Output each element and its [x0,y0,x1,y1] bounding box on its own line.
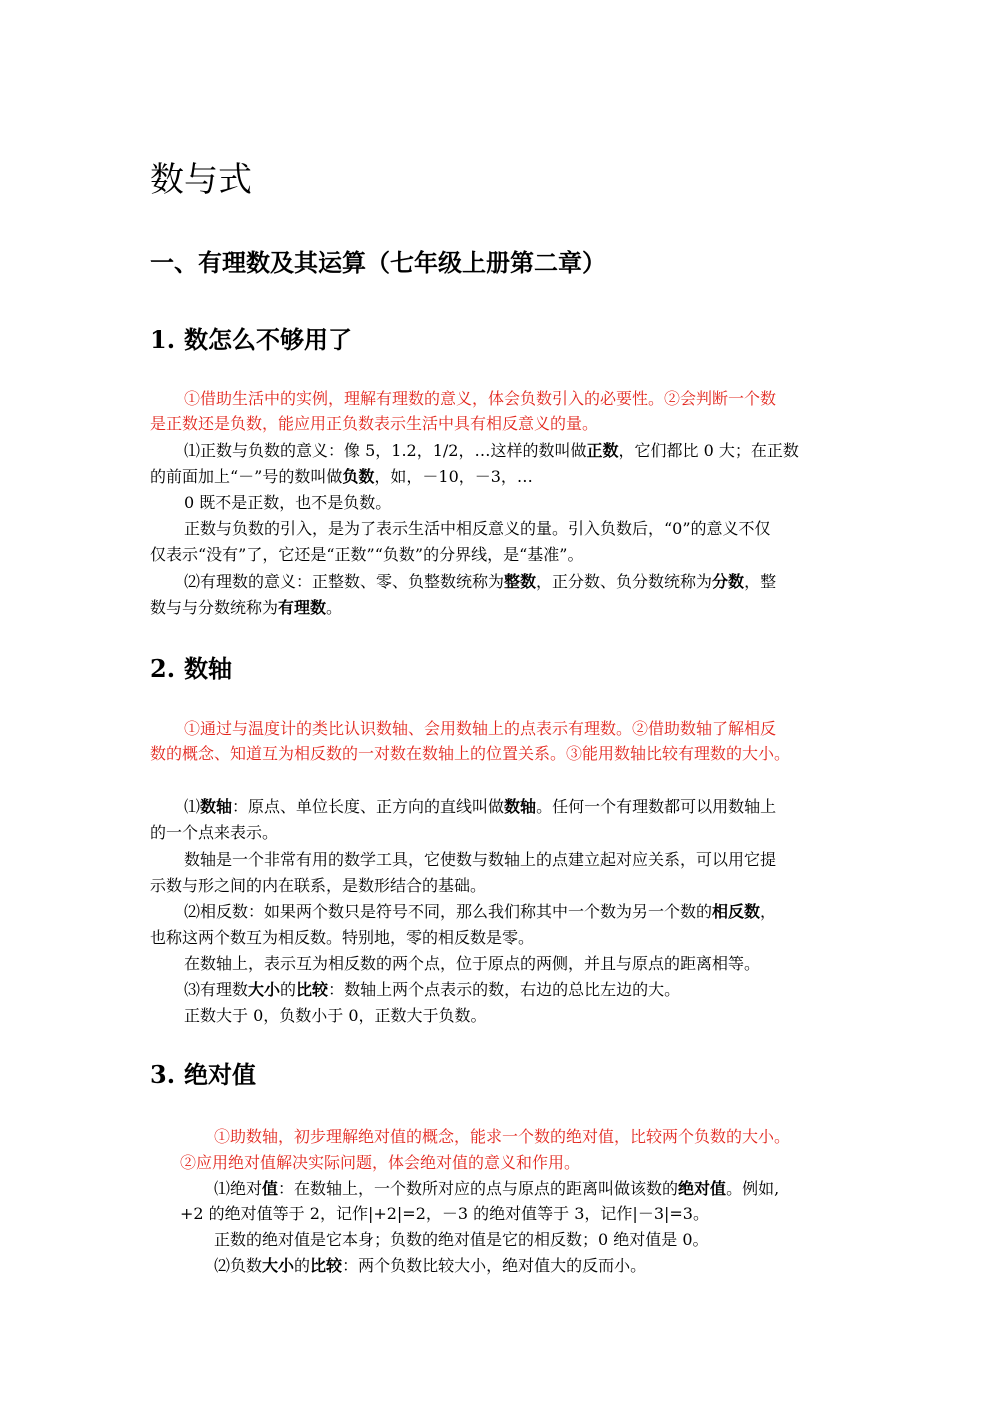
term-bold: 数轴 [504,797,537,816]
paragraph-line: 也称这两个数互为相反数。特别地，零的相反数是零。 [150,928,535,947]
paragraph-line: ⑵有理数的意义：正整数、零、负整数统称为整数，正分数、负分数统称为分数，整 [184,572,777,591]
paragraph-line: ⑵相反数：如果两个数只是符号不同，那么我们称其中一个数为另一个数的相反数， [184,902,777,921]
term-bold: 数轴 [200,797,233,816]
term-bold: 比较 [310,1256,343,1275]
term-bold: 值 [262,1179,279,1198]
section-title: 数轴 [184,654,232,683]
term-bold: 负数 [342,467,375,486]
paragraph-line: 的一个点来表示。 [150,823,279,842]
objective-line: 是正数还是负数，能应用正负数表示生活中具有相反意义的量。 [150,414,599,433]
paragraph-line: 示数与形之间的内在联系，是数形结合的基础。 [150,876,487,895]
section-title: 数怎么不够用了 [184,325,352,354]
chapter-heading: 一、有理数及其运算（七年级上册第二章） [150,248,606,277]
section-heading [150,652,232,686]
section-number: 1. [150,325,176,354]
term-bold: 相反数 [712,902,761,921]
term-bold: 比较 [296,980,329,999]
term-bold: 大小 [262,1256,295,1275]
term-bold: 整数 [504,572,537,591]
paragraph-line: 正数与负数的引入，是为了表示生活中相反意义的量。引入负数后，“0”的意义不仅 [184,519,771,538]
term-bold: 绝对值 [678,1179,727,1198]
section-number: 3. [150,1060,176,1089]
paragraph-line: 在数轴上，表示互为相反数的两个点，位于原点的两侧，并且与原点的距离相等。 [184,954,761,973]
term-bold: 大小 [248,980,281,999]
paragraph-line: ⑴正数与负数的意义：像 5，1.2，1/2，…这样的数叫做正数，它们都比 0 大；在正数 [184,441,799,460]
paragraph-line: 数与与分数统称为有理数。 [150,598,343,617]
paragraph-line: 仅表示“没有”了，它还是“正数”“负数”的分界线，是“基准”。 [150,545,584,564]
objective-line: ①借助生活中的实例，理解有理数的意义，体会负数引入的必要性。②会判断一个数 [184,389,777,408]
paragraph-line: 0 既不是正数，也不是负数。 [184,493,392,512]
section-title: 绝对值 [184,1060,256,1089]
section-heading [150,323,352,357]
paragraph-line: 的前面加上“－”号的数叫做负数，如，－10，－3，… [150,467,533,486]
term-bold: 正数 [586,441,619,460]
section-number: 2. [150,654,176,683]
paragraph-line: 数轴是一个非常有用的数学工具，它使数与数轴上的点建立起对应关系，可以用它提 [184,850,777,869]
paragraph-line: 正数大于 0，负数小于 0，正数大于负数。 [184,1006,487,1025]
paragraph-line: ⑶有理数大小的比较：数轴上两个点表示的数，右边的总比左边的大。 [184,980,681,999]
paragraph-line: ⑴数轴：原点、单位长度、正方向的直线叫做数轴。任何一个有理数都可以用数轴上 [184,797,777,816]
paragraph-line: ⑵负数大小的比较：两个负数比较大小，绝对值大的反而小。 [214,1256,647,1275]
objective-line: ②应用绝对值解决实际问题，体会绝对值的意义和作用。 [180,1153,581,1172]
objective-line: 数的概念、知道互为相反数的一对数在数轴上的位置关系。③能用数轴比较有理数的大小。 [150,744,791,763]
term-bold: 有理数 [278,598,327,617]
page-title: 数与式 [150,160,252,200]
objective-line: ①助数轴，初步理解绝对值的概念，能求一个数的绝对值，比较两个负数的大小。 [214,1127,791,1146]
section-heading [150,1058,256,1092]
paragraph-line: 正数的绝对值是它本身；负数的绝对值是它的相反数；0 绝对值是 0。 [214,1230,709,1249]
objective-line: ①通过与温度计的类比认识数轴、会用数轴上的点表示有理数。②借助数轴了解相反 [184,719,777,738]
term-bold: 分数 [712,572,745,591]
paragraph-line: ⑴绝对值：在数轴上，一个数所对应的点与原点的距离叫做该数的绝对值。例如, [214,1179,780,1198]
paragraph-line: +2 的绝对值等于 2，记作|+2|=2，－3 的绝对值等于 3，记作|－3|=3。 [180,1204,709,1223]
